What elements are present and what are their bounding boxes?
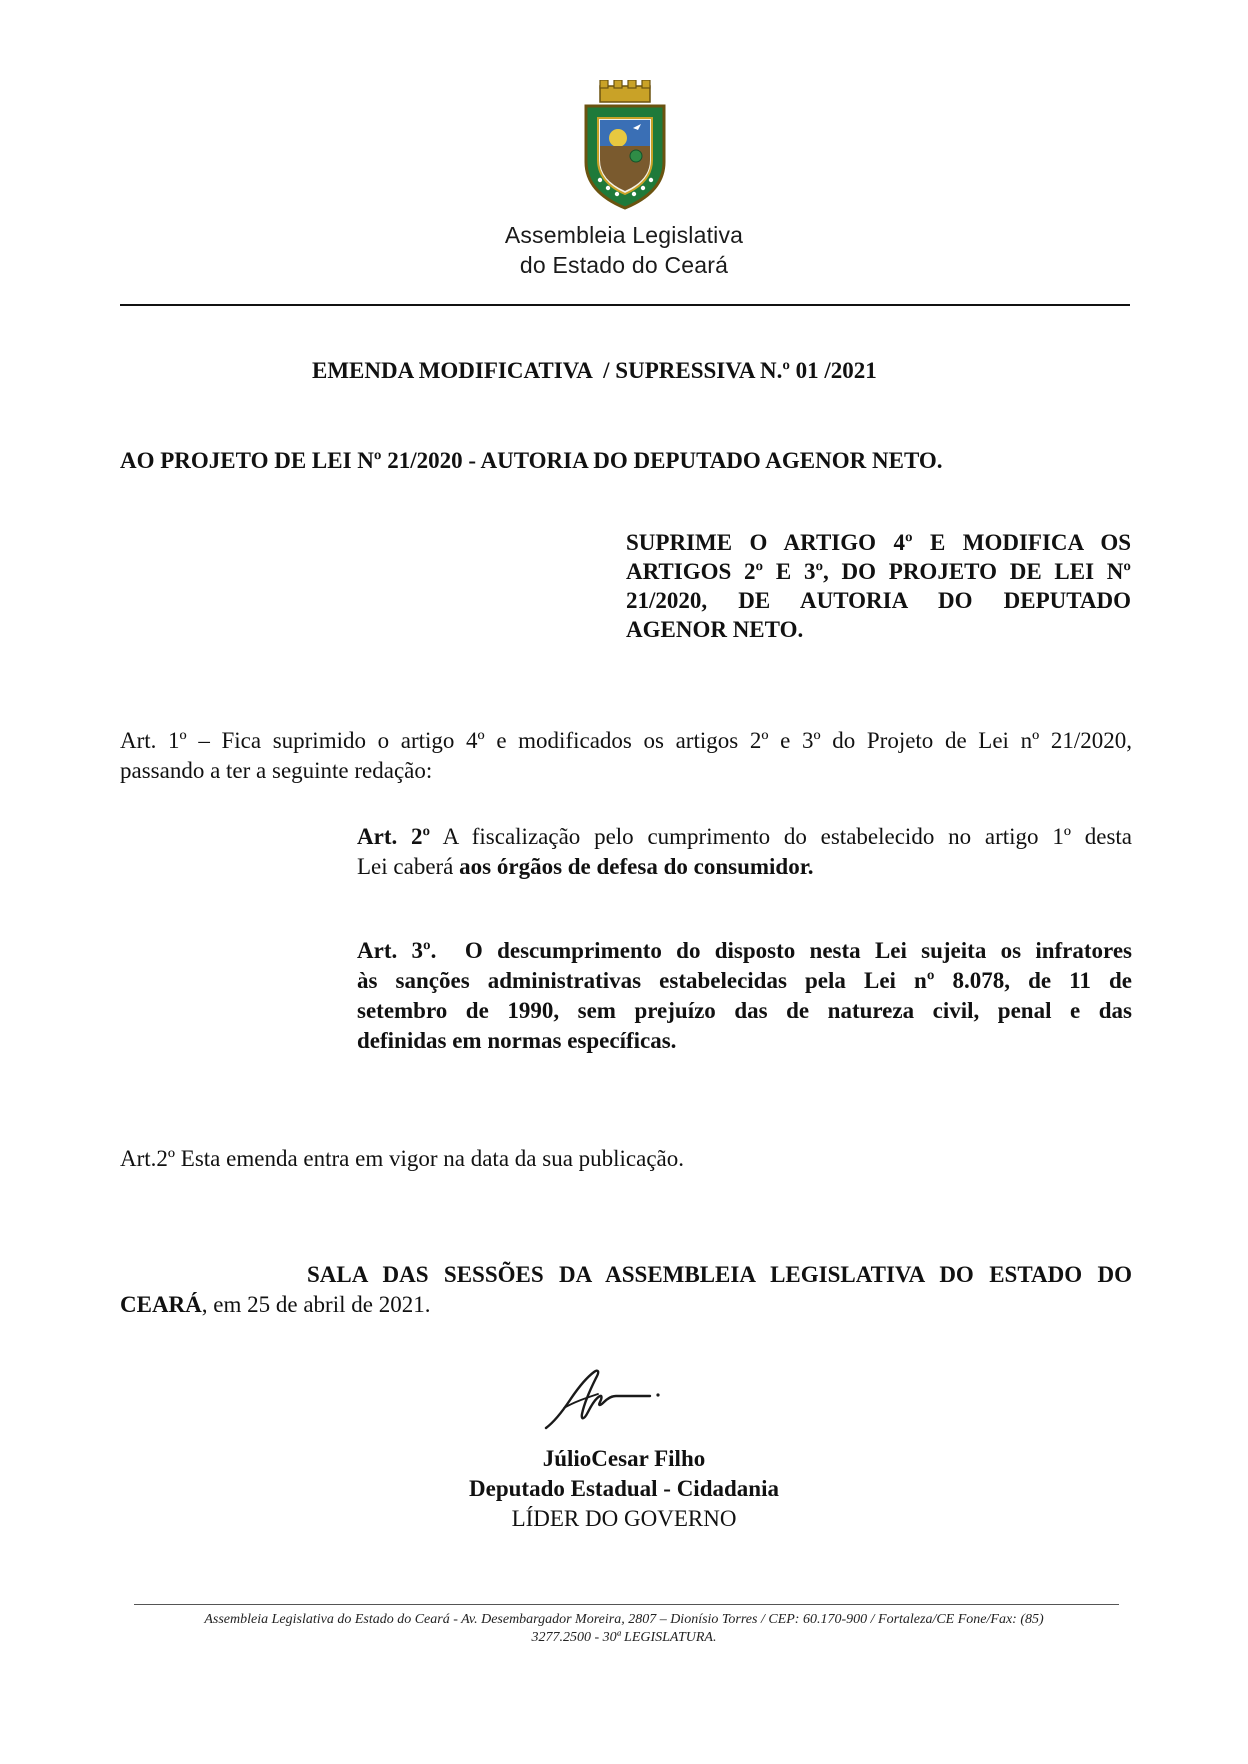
footer-divider <box>134 1604 1119 1605</box>
signer-title: LÍDER DO GOVERNO <box>511 1506 737 1531</box>
amendment-title: EMENDA MODIFICATIVA / SUPRESSIVA N.º 01 /2021 <box>312 358 877 383</box>
closing-date: , em 25 de abril de 2021. <box>201 1292 431 1317</box>
article-2-label: Art. 2º <box>357 824 431 849</box>
closing-statement <box>120 1260 1132 1320</box>
institution-name-line2: do Estado do Ceará <box>519 252 729 278</box>
summary-line: AGENOR NETO. <box>626 617 804 642</box>
article-2-new-text <box>357 822 1132 882</box>
closing-line: SALA DAS SESSÕES DA ASSEMBLEIA LEGISLATIVA DO ESTADO DO <box>307 1262 1132 1287</box>
article-2-line <box>357 822 1132 852</box>
article-2-text: A fiscalização pelo cumprimento do estabelecido no artigo 1º desta <box>430 824 1132 849</box>
article-3-line: definidas em normas específicas. <box>357 1028 677 1053</box>
state-coat-of-arms-icon <box>578 80 672 212</box>
institution-name-line1: Assembleia Legislativa <box>504 222 744 248</box>
signer-role: Deputado Estadual - Cidadania <box>469 1476 779 1501</box>
amendment-summary <box>626 528 1131 644</box>
footer-phone-legislature: 3277.2500 - 30ª LEGISLATURA. <box>531 1630 717 1645</box>
header-divider <box>120 304 1130 306</box>
closing-line <box>120 1290 1132 1320</box>
summary-line: 21/2020, DE AUTORIA DO DEPUTADO <box>626 588 1131 613</box>
summary-line: ARTIGOS 2º E 3º, DO PROJETO DE LEI Nº <box>626 559 1131 584</box>
article-2-text-cont: Lei caberá <box>357 854 460 879</box>
handwritten-signature-icon <box>540 1362 680 1434</box>
article-1-line: Art. 1º – Fica suprimido o artigo 4º e modificados os artigos 2º e 3º do Projeto de Lei nº 21/2020, <box>120 728 1132 753</box>
article-2-effective-date: Art.2º Esta emenda entra em vigor na data da sua publicação. <box>120 1146 685 1171</box>
article-3-line: Art. 3º. O descumprimento do disposto nesta Lei sujeita os infratores <box>357 938 1132 963</box>
article-2-emphasis: aos órgãos de defesa do consumidor. <box>459 854 814 879</box>
footer-address: Assembleia Legislativa do Estado do Ceará - Av. Desembargador Moreira, 2807 – Dionísio Torres / CEP: 60.170-900 / Fortaleza/CE Fone/Fax: (85) <box>204 1612 1044 1627</box>
bill-reference: AO PROJETO DE LEI Nº 21/2020 - AUTORIA DO DEPUTADO AGENOR NETO. <box>120 448 943 473</box>
article-1 <box>120 726 1132 786</box>
article-3-new-text <box>357 936 1132 1056</box>
summary-line: SUPRIME O ARTIGO 4º E MODIFICA OS <box>626 530 1131 555</box>
article-3-line: às sanções administrativas estabelecidas pela Lei nº 8.078, de 11 de <box>357 968 1132 993</box>
article-3-line: setembro de 1990, sem prejuízo das de natureza civil, penal e das <box>357 998 1132 1023</box>
closing-state: CEARÁ <box>120 1292 202 1317</box>
article-2-line <box>357 852 1132 882</box>
signer-name: JúlioCesar Filho <box>542 1446 706 1471</box>
article-1-line: passando a ter a seguinte redação: <box>120 758 433 783</box>
